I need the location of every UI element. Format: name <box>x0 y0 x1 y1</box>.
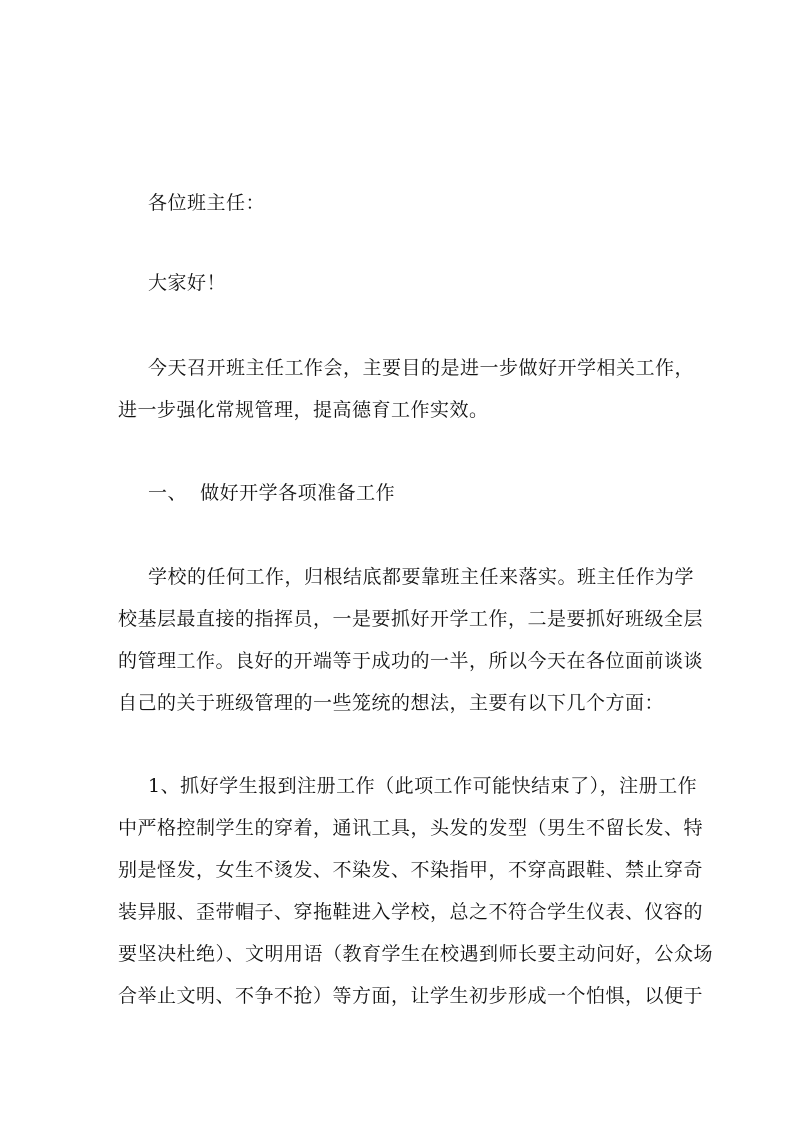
intro-line: 进一步强化常规管理，提高德育工作实效。 <box>118 399 489 421</box>
paragraph-line: 校基层最直接的指挥员，一是要抓好开学工作，二是要抓好班级全层 <box>118 608 704 630</box>
paragraph-line: 学校的任何工作，归根结底都要靠班主任来落实。班主任作为学 <box>148 566 695 588</box>
section-heading: 一、 做好开学各项准备工作 <box>148 482 396 504</box>
paragraph-line: 装异服、歪带帽子、穿拖鞋进入学校，总之不符合学生仪表、仪容的 <box>118 901 704 923</box>
paragraph-line: 自己的关于班级管理的一些笼统的想法，主要有以下几个方面： <box>118 692 665 714</box>
paragraph-line: 合举止文明、不争不抢）等方面，让学生初步形成一个怕惧，以便于 <box>118 985 704 1007</box>
paragraph-line: 要坚决杜绝）、文明用语（教育学生在校遇到师长要主动问好，公众场 <box>118 943 714 965</box>
greeting: 大家好！ <box>148 272 227 294</box>
paragraph-line: 1、抓好学生报到注册工作（此项工作可能快结束了），注册工作 <box>148 775 698 797</box>
salutation: 各位班主任： <box>148 192 266 214</box>
paragraph-line: 别是怪发，女生不烫发、不染发、不染指甲，不穿高跟鞋、禁止穿奇 <box>118 859 704 881</box>
paragraph-line: 的管理工作。良好的开端等于成功的一半，所以今天在各位面前谈谈 <box>118 650 704 672</box>
paragraph-line: 中严格控制学生的穿着，通讯工具，头发的发型（男生不留长发、特 <box>118 817 704 839</box>
intro-line: 今天召开班主任工作会，主要目的是进一步做好开学相关工作， <box>148 357 695 379</box>
